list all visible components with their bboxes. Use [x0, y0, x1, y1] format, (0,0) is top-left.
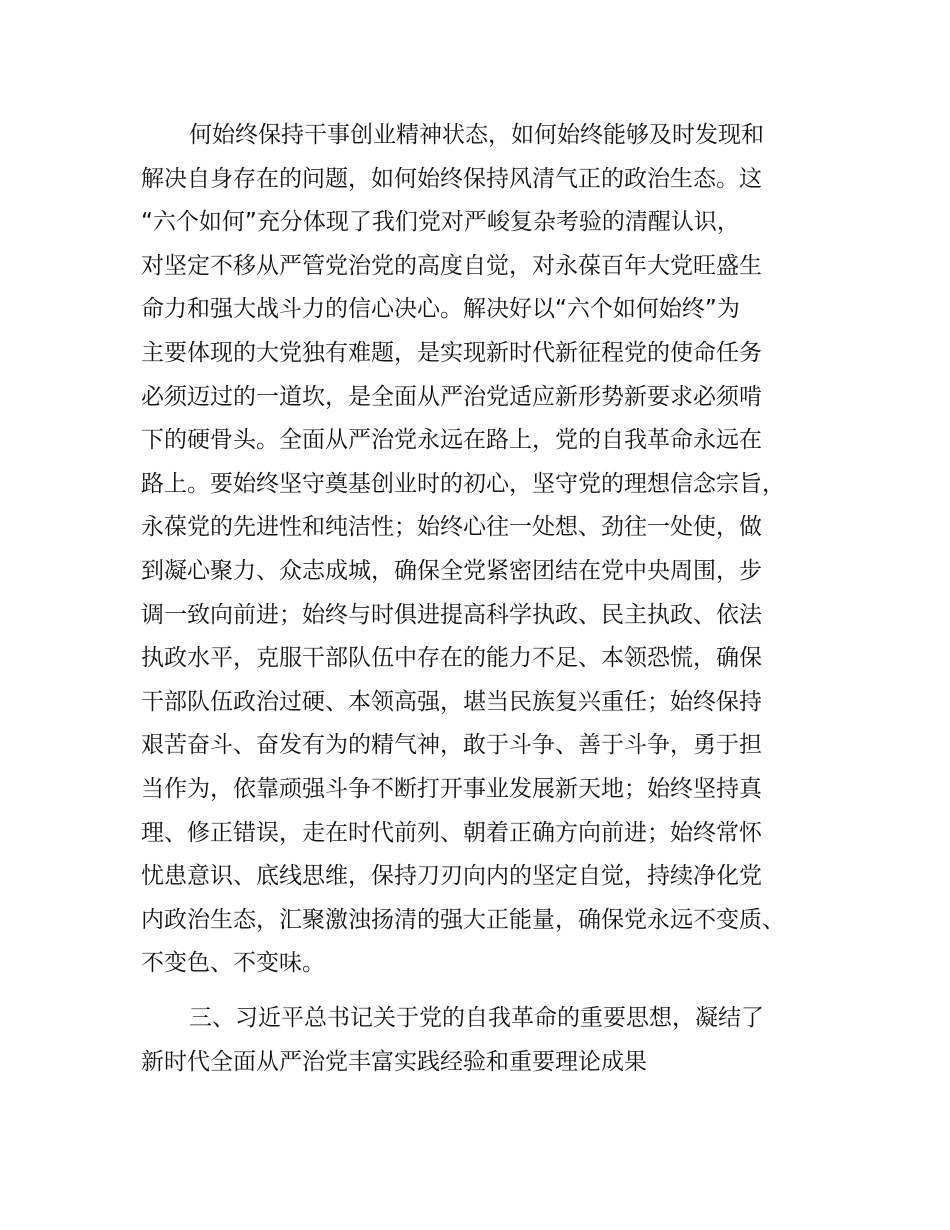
text-line: 当作为，依靠顽强斗争不断打开事业发展新天地；始终坚持真	[141, 775, 762, 802]
text-line: “六个如何”充分体现了我们党对严峻复杂考验的清醒认识，	[141, 209, 740, 236]
text-line: 到凝心聚力、众志成城，确保全党紧密团结在党中央周围，步	[141, 557, 762, 584]
text-line: 对坚定不移从严管党治党的高度自觉，对永葆百年大党旺盛生	[141, 252, 762, 279]
text-line: 忧患意识、底线思维，保持刀刃向内的坚定自觉，持续净化党	[141, 863, 762, 890]
text-line: 新时代全面从严治党丰富实践经验和重要理论成果	[141, 1048, 647, 1075]
text-line: 干部队伍政治过硬、本领高强，堪当民族复兴重任；始终保持	[141, 688, 762, 715]
text-line: 执政水平，克服干部队伍中存在的能力不足、本领恐慌，确保	[141, 645, 762, 672]
text-line: 永葆党的先进性和纯洁性；始终心往一处想、劲往一处使，做	[141, 514, 762, 541]
text-line: 不变色、不变味。	[141, 950, 325, 977]
text-line: 三、习近平总书记关于党的自我革命的重要思想，凝结了	[189, 1005, 764, 1031]
text-line: 调一致向前进；始终与时俱进提高科学执政、民主执政、依法	[141, 601, 762, 628]
text-line: 必须迈过的一道坎，是全面从严治党适应新形势新要求必须啃	[141, 383, 762, 410]
text-line: 命力和强大战斗力的信心决心。解决好以“六个如何始终”为	[141, 296, 740, 323]
text-line: 内政治生态，汇聚激浊扬清的强大正能量，确保党永远不变质、	[141, 906, 785, 933]
text-line: 何始终保持干事创业精神状态，如何始终能够及时发现和	[189, 122, 764, 148]
section-heading-paragraph	[141, 997, 841, 1084]
text-line: 路上。要始终坚守奠基创业时的初心，坚守党的理想信念宗旨，	[141, 470, 785, 497]
body-paragraph	[141, 114, 841, 986]
text-line: 主要体现的大党独有难题，是实现新时代新征程党的使命任务	[141, 339, 762, 366]
text-line: 下的硬骨头。全面从严治党永远在路上，党的自我革命永远在	[141, 427, 762, 454]
text-line: 艰苦奋斗、奋发有为的精气神，敢于斗争、善于斗争，勇于担	[141, 732, 762, 759]
text-line: 解决自身存在的问题，如何始终保持风清气正的政治生态。这	[141, 165, 762, 192]
text-line: 理、修正错误，走在时代前列、朝着正确方向前进；始终常怀	[141, 819, 762, 846]
